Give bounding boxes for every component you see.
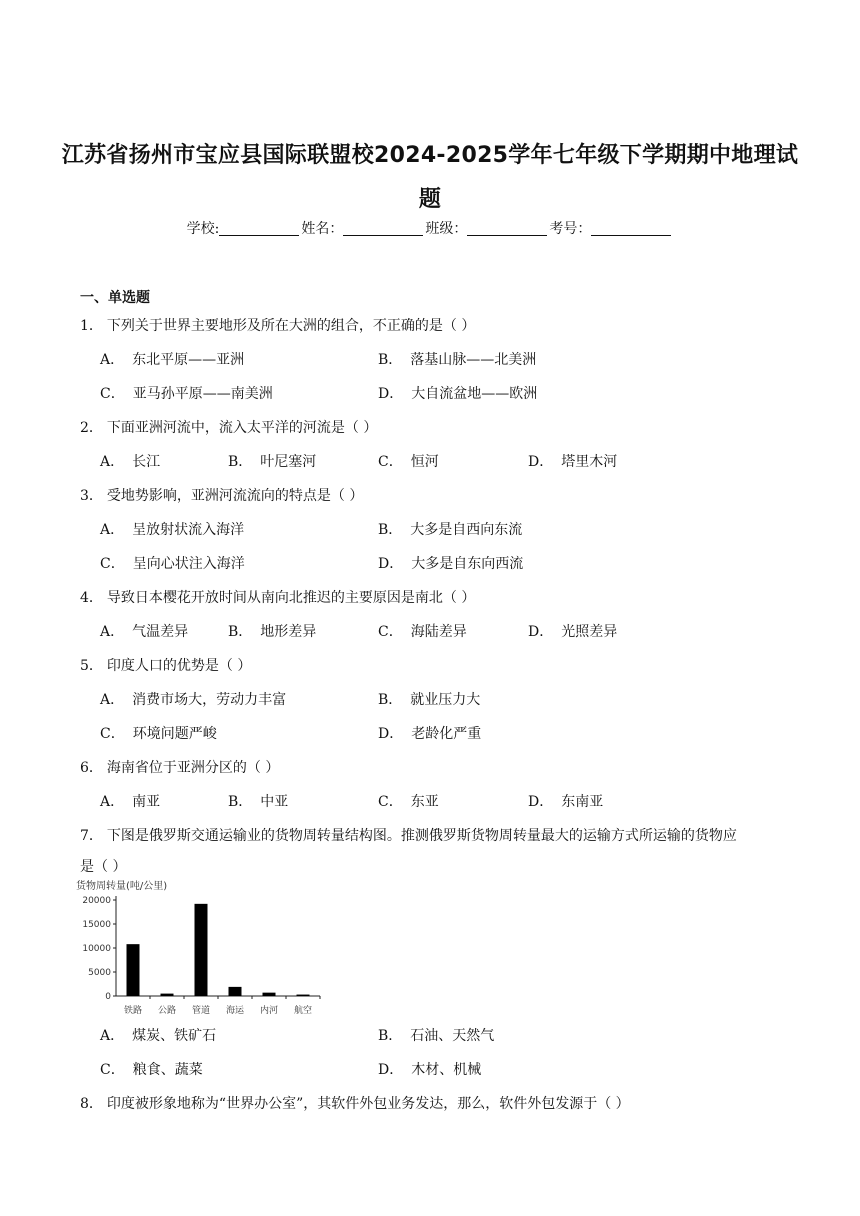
section-heading: 一、单选题	[80, 290, 150, 306]
q4-option-b[interactable]	[228, 621, 316, 641]
option-text: 光照差异	[561, 624, 618, 640]
class-label: 班级：	[425, 221, 468, 237]
q2-option-b[interactable]	[228, 451, 316, 471]
q7-option-c[interactable]	[100, 1059, 203, 1079]
chart-y-tick-label: 20000	[82, 896, 111, 906]
student-info-line	[0, 218, 860, 238]
q2-option-a[interactable]	[100, 451, 160, 471]
option-letter: D．	[528, 454, 554, 470]
option-letter: A．	[100, 794, 125, 810]
q5-option-b[interactable]	[378, 689, 480, 709]
option-letter: D．	[528, 624, 554, 640]
q3-option-b[interactable]	[378, 519, 522, 539]
question-number: 3．	[80, 488, 103, 504]
question-text: 下面亚洲河流中，流入太平洋的河流是（ ）	[106, 420, 378, 436]
q5-option-c[interactable]	[100, 723, 217, 743]
option-letter: B．	[378, 692, 403, 708]
option-letter: C．	[100, 386, 125, 402]
option-letter: B．	[378, 1028, 403, 1044]
chart-y-axis-title: 货物周转量(吨/公里)	[76, 881, 168, 892]
school-blank[interactable]	[219, 221, 299, 236]
chart-bar	[161, 994, 174, 996]
option-letter: A．	[100, 522, 125, 538]
chart-y-tick-label: 15000	[82, 920, 111, 930]
option-letter: D．	[378, 726, 404, 742]
option-letter: D．	[378, 1062, 404, 1078]
option-letter: C．	[100, 1062, 125, 1078]
q6-option-b[interactable]	[228, 791, 288, 811]
chart-x-tick-label: 铁路	[123, 1006, 143, 1016]
option-text: 东南亚	[561, 794, 604, 810]
q3-option-a[interactable]	[100, 519, 244, 539]
q5-option-d[interactable]	[378, 723, 481, 743]
question-4	[80, 587, 475, 607]
question-5	[80, 655, 251, 675]
chart-y-tick-label: 10000	[82, 944, 111, 954]
option-text: 海陆差异	[410, 624, 467, 640]
question-number: 4．	[80, 590, 103, 606]
chart-bar	[195, 904, 208, 996]
option-letter: C．	[100, 556, 125, 572]
question-3	[80, 485, 363, 505]
q7-option-b[interactable]	[378, 1025, 494, 1045]
question-text: 海南省位于亚洲分区的（ ）	[106, 760, 280, 776]
document-title-line-1: 江苏省扬州市宝应县国际联盟校2024-2025学年七年级下学期期中地理试	[61, 143, 799, 168]
chart-x-tick-label: 航空	[293, 1006, 313, 1016]
question-text: 印度被形象地称为“世界办公室”，其软件外包业务发达，那么，软件外包发源于（ ）	[106, 1096, 630, 1112]
chart-x-tick-label: 海运	[225, 1006, 245, 1016]
question-8	[80, 1093, 630, 1113]
school-label: 学校:	[186, 221, 220, 237]
option-letter: D．	[378, 556, 404, 572]
option-letter: A．	[100, 624, 125, 640]
option-letter: A．	[100, 454, 125, 470]
question-number: 1．	[80, 318, 103, 334]
option-letter: C．	[378, 624, 403, 640]
question-1	[80, 315, 475, 335]
option-text: 呈放射状流入海洋	[132, 522, 245, 538]
option-text: 消费市场大，劳动力丰富	[132, 692, 287, 708]
question-text: 受地势影响，亚洲河流流向的特点是（ ）	[106, 488, 364, 504]
option-text: 呈向心状注入海洋	[132, 556, 245, 572]
question-number: 5．	[80, 658, 103, 674]
q1-option-d[interactable]	[378, 383, 537, 403]
q1-option-a[interactable]	[100, 349, 244, 369]
question-7	[80, 825, 737, 845]
exam-no-label: 考号：	[549, 221, 592, 237]
option-letter: C．	[378, 454, 403, 470]
option-text: 气温差异	[132, 624, 189, 640]
option-text: 木材、机械	[411, 1062, 482, 1078]
option-letter: A．	[100, 692, 125, 708]
chart-bar	[263, 993, 276, 996]
name-label: 姓名：	[301, 221, 344, 237]
q2-option-c[interactable]	[378, 451, 439, 471]
option-text: 落基山脉——北美洲	[410, 352, 537, 368]
option-letter: B．	[378, 522, 403, 538]
option-text: 恒河	[410, 454, 439, 470]
option-letter: B．	[228, 624, 253, 640]
q1-option-b[interactable]	[378, 349, 536, 369]
chart-y-tick-label: 0	[105, 992, 111, 1002]
document-title-line-2: 题	[418, 187, 442, 212]
chart-x-tick-label: 公路	[157, 1006, 177, 1016]
option-letter: D．	[378, 386, 404, 402]
option-text: 南亚	[132, 794, 161, 810]
option-letter: C．	[378, 794, 403, 810]
option-text: 就业压力大	[410, 692, 481, 708]
option-text: 大自流盆地——欧洲	[411, 386, 538, 402]
chart-bar	[297, 995, 310, 996]
q7-option-d[interactable]	[378, 1059, 481, 1079]
option-text: 石油、天然气	[410, 1028, 495, 1044]
exam-no-blank[interactable]	[591, 221, 671, 236]
q4-option-c[interactable]	[378, 621, 467, 641]
freight-turnover-bar-chart	[76, 877, 326, 1022]
question-text: 导致日本樱花开放时间从南向北推迟的主要原因是南北（ ）	[106, 590, 476, 606]
question-number: 7．	[80, 828, 103, 844]
option-letter: A．	[100, 352, 125, 368]
option-text: 老龄化严重	[411, 726, 482, 742]
q3-option-d[interactable]	[378, 553, 523, 573]
question-text: 印度人口的优势是（ ）	[106, 658, 252, 674]
chart-bar	[127, 944, 140, 996]
option-text: 东亚	[410, 794, 439, 810]
option-text: 东北平原——亚洲	[132, 352, 245, 368]
question-number: 6．	[80, 760, 103, 776]
q4-option-d[interactable]	[528, 621, 617, 641]
option-text: 塔里木河	[561, 454, 618, 470]
option-text: 亚马孙平原——南美洲	[132, 386, 273, 402]
option-letter: B．	[228, 454, 253, 470]
q5-option-a[interactable]	[100, 689, 286, 709]
option-letter: B．	[378, 352, 403, 368]
q6-option-a[interactable]	[100, 791, 160, 811]
option-text: 粮食、蔬菜	[132, 1062, 203, 1078]
question-6	[80, 757, 279, 777]
question-text: 下列关于世界主要地形及所在大洲的组合，不正确的是（ ）	[106, 318, 476, 334]
option-text: 大多是自西向东流	[410, 522, 523, 538]
name-blank[interactable]	[343, 221, 423, 236]
q2-option-d[interactable]	[528, 451, 617, 471]
q6-option-c[interactable]	[378, 791, 439, 811]
chart-bar	[229, 987, 242, 996]
option-text: 中亚	[260, 794, 289, 810]
class-blank[interactable]	[467, 221, 547, 236]
option-text: 大多是自东向西流	[411, 556, 524, 572]
question-number: 8．	[80, 1096, 103, 1112]
chart-y-tick-label: 5000	[88, 968, 111, 978]
option-letter: A．	[100, 1028, 125, 1044]
option-text: 地形差异	[260, 624, 317, 640]
option-text: 环境问题严峻	[132, 726, 217, 742]
option-letter: D．	[528, 794, 554, 810]
option-text: 长江	[132, 454, 161, 470]
q1-option-c[interactable]	[100, 383, 273, 403]
question-7-continued: 是（ ）	[80, 859, 127, 875]
option-letter: C．	[100, 726, 125, 742]
chart-x-tick-label: 内河	[259, 1006, 279, 1016]
q7-option-a[interactable]	[100, 1025, 216, 1045]
q6-option-d[interactable]	[528, 791, 603, 811]
q4-option-a[interactable]	[100, 621, 188, 641]
question-text: 下图是俄罗斯交通运输业的货物周转量结构图。推测俄罗斯货物周转量最大的运输方式所运输的货物应	[106, 828, 737, 844]
option-text: 煤炭、铁矿石	[132, 1028, 217, 1044]
question-number: 2．	[80, 420, 103, 436]
q3-option-c[interactable]	[100, 553, 245, 573]
question-2	[80, 417, 377, 437]
chart-x-tick-label: 管道	[191, 1006, 211, 1016]
option-letter: B．	[228, 794, 253, 810]
option-text: 叶尼塞河	[260, 454, 317, 470]
